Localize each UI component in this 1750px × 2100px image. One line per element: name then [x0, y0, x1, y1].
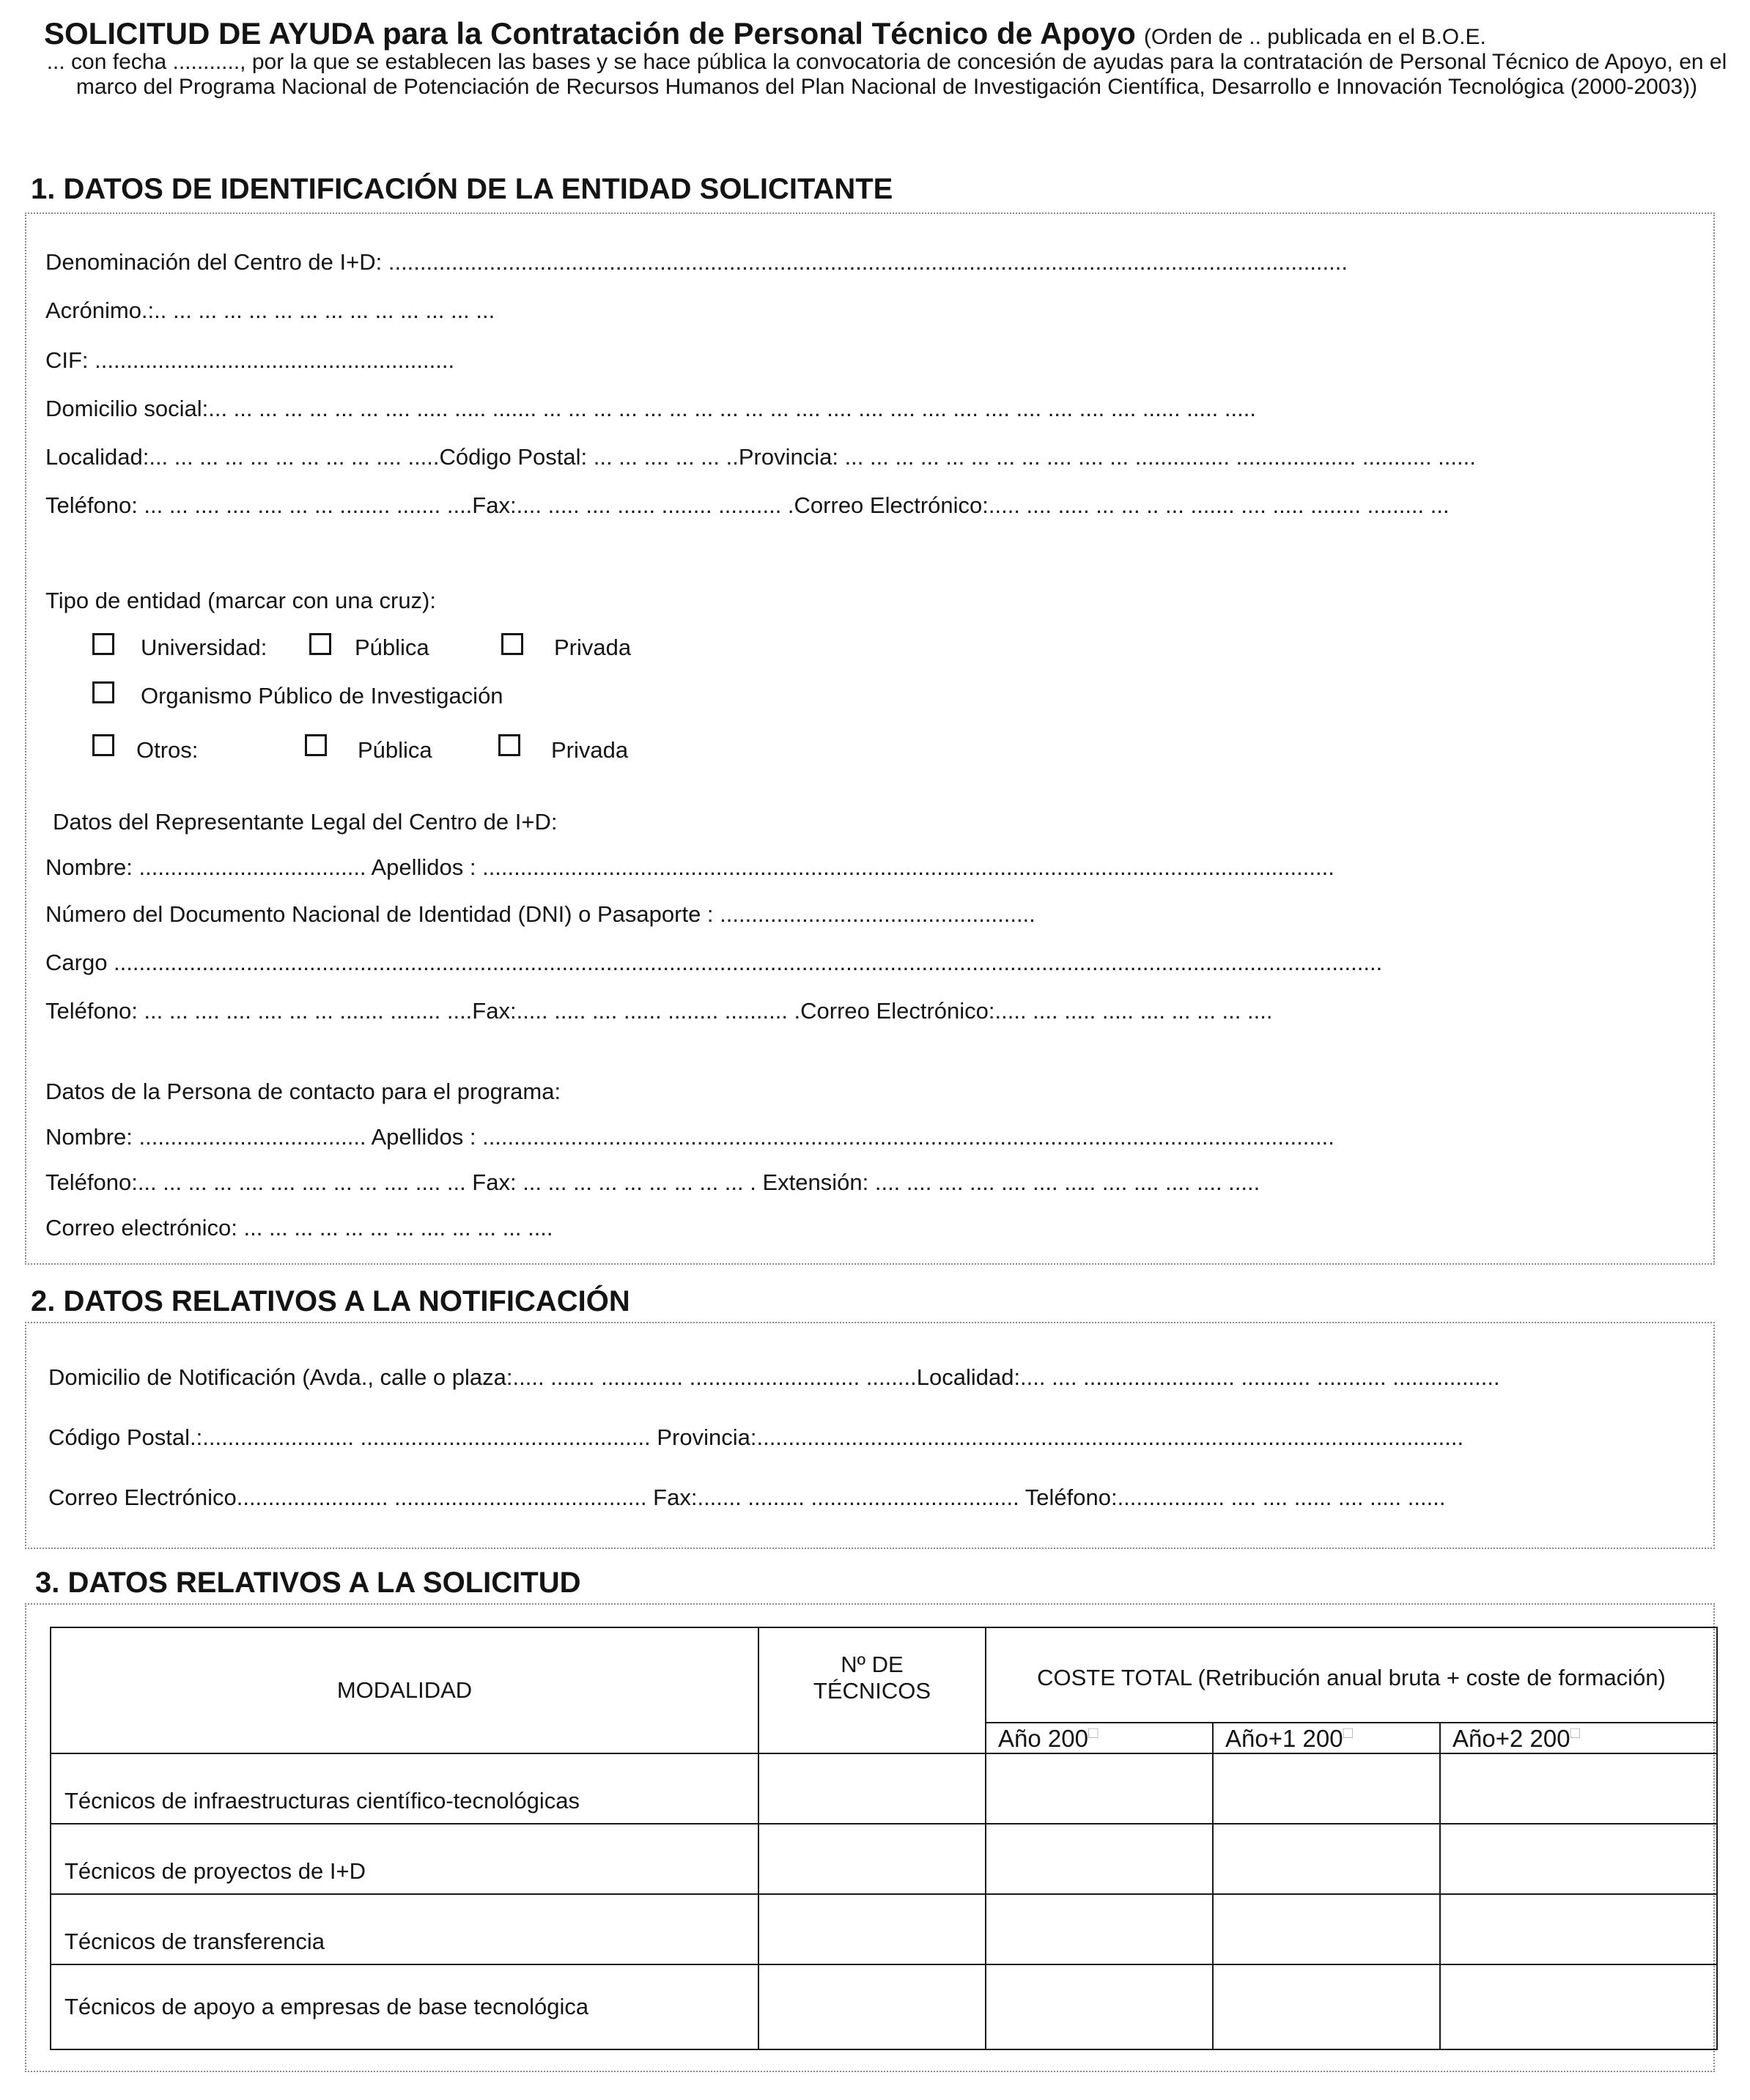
table-row	[51, 1964, 1717, 2049]
coste-year0-cell[interactable]	[986, 1964, 1213, 2049]
acronimo-field[interactable]: Acrónimo.:.. ... ... ... ... ... ... ... ... ... ... ... ... ...	[45, 297, 495, 323]
contacto-title: Datos de la Persona de contacto para el programa:	[45, 1079, 561, 1104]
num-tecnicos-cell[interactable]	[758, 1894, 986, 1964]
coste-year2-cell[interactable]	[1440, 1894, 1717, 1964]
table-row	[51, 1894, 1717, 1964]
otros-publica-checkbox[interactable]	[305, 734, 327, 756]
coste-year2-cell[interactable]	[1440, 1824, 1717, 1894]
section2-heading: 2. DATOS RELATIVOS A LA NOTIFICACIÓN	[31, 1285, 630, 1317]
universidad-publica-checkbox[interactable]	[309, 633, 331, 655]
num-tecnicos-cell[interactable]	[758, 1753, 986, 1824]
year-label-0: Año 200	[998, 1725, 1088, 1752]
modalidad-cell: Técnicos de infraestructuras científico-tecnológicas	[51, 1753, 758, 1824]
opi-checkbox[interactable]	[92, 681, 114, 703]
rep-telefono-fax-correo-field[interactable]: Teléfono: ... ... .... .... .... ... ... ....... ........ ....Fax:..... ..... .... ...... ........ .......... .Correo Electrónico:..... .... ..... ..... .... ... ... ... ....	[45, 998, 1273, 1024]
notif-cp-provincia-field[interactable]: Código Postal.:........................ .............................................. Provincia:................................................................................................................	[48, 1424, 1464, 1450]
year-label-2: Año+2 200	[1452, 1725, 1570, 1752]
year-blank-box-0: □	[1088, 1723, 1099, 1742]
universidad-publica-label: Pública	[355, 635, 429, 660]
table-row	[51, 1753, 1717, 1824]
modalidad-cell: Técnicos de apoyo a empresas de base tecnológica	[51, 1964, 758, 2049]
telefono-fax-correo-field[interactable]: Teléfono: ... ... .... .... .... ... ... ........ ....... ....Fax:.... ..... .... ...... ........ .......... .Correo Electrónico:..... .... ..... ... ... .. ... ....... .... ..... ........ ......... ...	[45, 492, 1450, 518]
num-tecnicos-cell[interactable]	[758, 1964, 986, 2049]
denominacion-field[interactable]: Denominación del Centro de I+D: ........................................................................................................................................................	[45, 249, 1348, 275]
coste-year0-cell[interactable]	[986, 1894, 1213, 1964]
modalidad-header: MODALIDAD	[51, 1627, 758, 1753]
section3-heading: 3. DATOS RELATIVOS A LA SOLICITUD	[35, 1567, 581, 1599]
coste-total-header: COSTE TOTAL (Retribución anual bruta + coste de formación)	[986, 1627, 1717, 1723]
coste-year1-cell[interactable]	[1213, 1894, 1440, 1964]
modalidad-cell: Técnicos de proyectos de I+D	[51, 1824, 758, 1894]
year-header-0	[986, 1723, 1213, 1753]
otros-publica-label: Pública	[358, 737, 432, 763]
con-correo-field[interactable]: Correo electrónico: ... ... ... ... ... ... ... .... ... ... ... ....	[45, 1215, 553, 1241]
num-tecnicos-header	[758, 1627, 986, 1753]
tipo-entidad-label: Tipo de entidad (marcar con una cruz):	[45, 588, 436, 613]
universidad-privada-label: Privada	[554, 635, 632, 660]
document-title-line	[44, 16, 1729, 51]
otros-privada-label: Privada	[551, 737, 629, 763]
year-blank-box-2: □	[1570, 1723, 1580, 1742]
rep-nombre-apellidos-field[interactable]: Nombre: .................................... Apellidos : .......................................................................................................................................	[45, 854, 1334, 880]
con-nombre-apellidos-field[interactable]: Nombre: .................................... Apellidos : .......................................................................................................................................	[45, 1124, 1334, 1150]
cif-field[interactable]: CIF: .........................................................	[45, 347, 455, 373]
year-header-2	[1440, 1723, 1717, 1753]
otros-privada-checkbox[interactable]	[498, 734, 520, 756]
opi-label: Organismo Público de Investigación	[141, 683, 503, 709]
num-tecnicos-header-line2: TÉCNICOS	[813, 1678, 931, 1704]
year-blank-box-1: □	[1343, 1723, 1353, 1742]
con-telefono-fax-extension-field[interactable]: Teléfono:... ... ... ... .... .... .... ... ... .... .... ... Fax: ... ... ... ... ... ... ... ... ... . Extensión: .... .... .... .... .... .... ..... .... .... .... .... .....	[45, 1169, 1260, 1195]
universidad-privada-checkbox[interactable]	[501, 633, 523, 655]
rep-dni-field[interactable]: Número del Documento Nacional de Identidad (DNI) o Pasaporte : ..................................................	[45, 901, 1035, 927]
otros-label: Otros:	[136, 737, 199, 763]
table-header-row	[51, 1627, 1717, 1723]
coste-year1-cell[interactable]	[1213, 1964, 1440, 2049]
coste-year1-cell[interactable]	[1213, 1824, 1440, 1894]
table-row	[51, 1824, 1717, 1894]
rep-cargo-field[interactable]: Cargo .........................................................................................................................................................................................................	[45, 950, 1383, 975]
representante-title: Datos del Representante Legal del Centro de I+D:	[53, 809, 558, 835]
document-title: SOLICITUD DE AYUDA para la Contratación de Personal Técnico de Apoyo	[44, 16, 1136, 51]
order-reference-intro: (Orden de .. publicada en el B.O.E.	[1143, 25, 1486, 49]
year-header-1	[1213, 1723, 1440, 1753]
num-tecnicos-cell[interactable]	[758, 1824, 986, 1894]
localidad-cp-provincia-field[interactable]: Localidad:... ... ... ... ... ... ... ... ... .... .....Código Postal: ... ... .... ... ... ..Provincia: ... ... ... ... ... ... ... ... .... .... ... ............... ................... ........... ......	[45, 444, 1476, 470]
section1-heading: 1. DATOS DE IDENTIFICACIÓN DE LA ENTIDAD SOLICITANTE	[31, 173, 893, 205]
universidad-label: Universidad:	[141, 635, 267, 660]
coste-year2-cell[interactable]	[1440, 1964, 1717, 2049]
coste-year0-cell[interactable]	[986, 1753, 1213, 1824]
universidad-checkbox[interactable]	[92, 633, 114, 655]
modalidad-cell: Técnicos de transferencia	[51, 1894, 758, 1964]
otros-checkbox[interactable]	[92, 734, 114, 756]
year-label-1: Año+1 200	[1225, 1725, 1343, 1752]
domicilio-social-field[interactable]: Domicilio social:... ... ... ... ... ... ... .... ..... ..... ....... ... ... ... ... ... ... ... ... ... ... .... .... .... .... .... .... .... .... .... .... .... ...... ..... .....	[45, 396, 1256, 421]
coste-year1-cell[interactable]	[1213, 1753, 1440, 1824]
notif-domicilio-localidad-field[interactable]: Domicilio de Notificación (Avda., calle o plaza:..... ....... ............. ........................... ........Localidad:.... .... ........................ ........... ........... .................	[48, 1364, 1500, 1390]
num-tecnicos-header-line1: Nº DE	[841, 1652, 904, 1677]
order-reference-text: ... con fecha ..........., por la que se establecen las bases y se hace pública la convocatoria de concesión de ayudas para la contratación de Personal Técnico de Apoyo, en el marco del Programa Nacional de Potenciación de Recursos Humanos del Plan Nacional de Investigación Científica, Desarrollo e Innovación Tecnológica (2000-2003))	[46, 50, 1727, 99]
notif-correo-fax-telefono-field[interactable]: Correo Electrónico........................ ........................................ Fax:....... ......... ................................. Teléfono:................. .... .... ...... .... ..... ......	[48, 1485, 1446, 1510]
solicitud-table	[50, 1627, 1718, 2050]
coste-year2-cell[interactable]	[1440, 1753, 1717, 1824]
coste-year0-cell[interactable]	[986, 1824, 1213, 1894]
